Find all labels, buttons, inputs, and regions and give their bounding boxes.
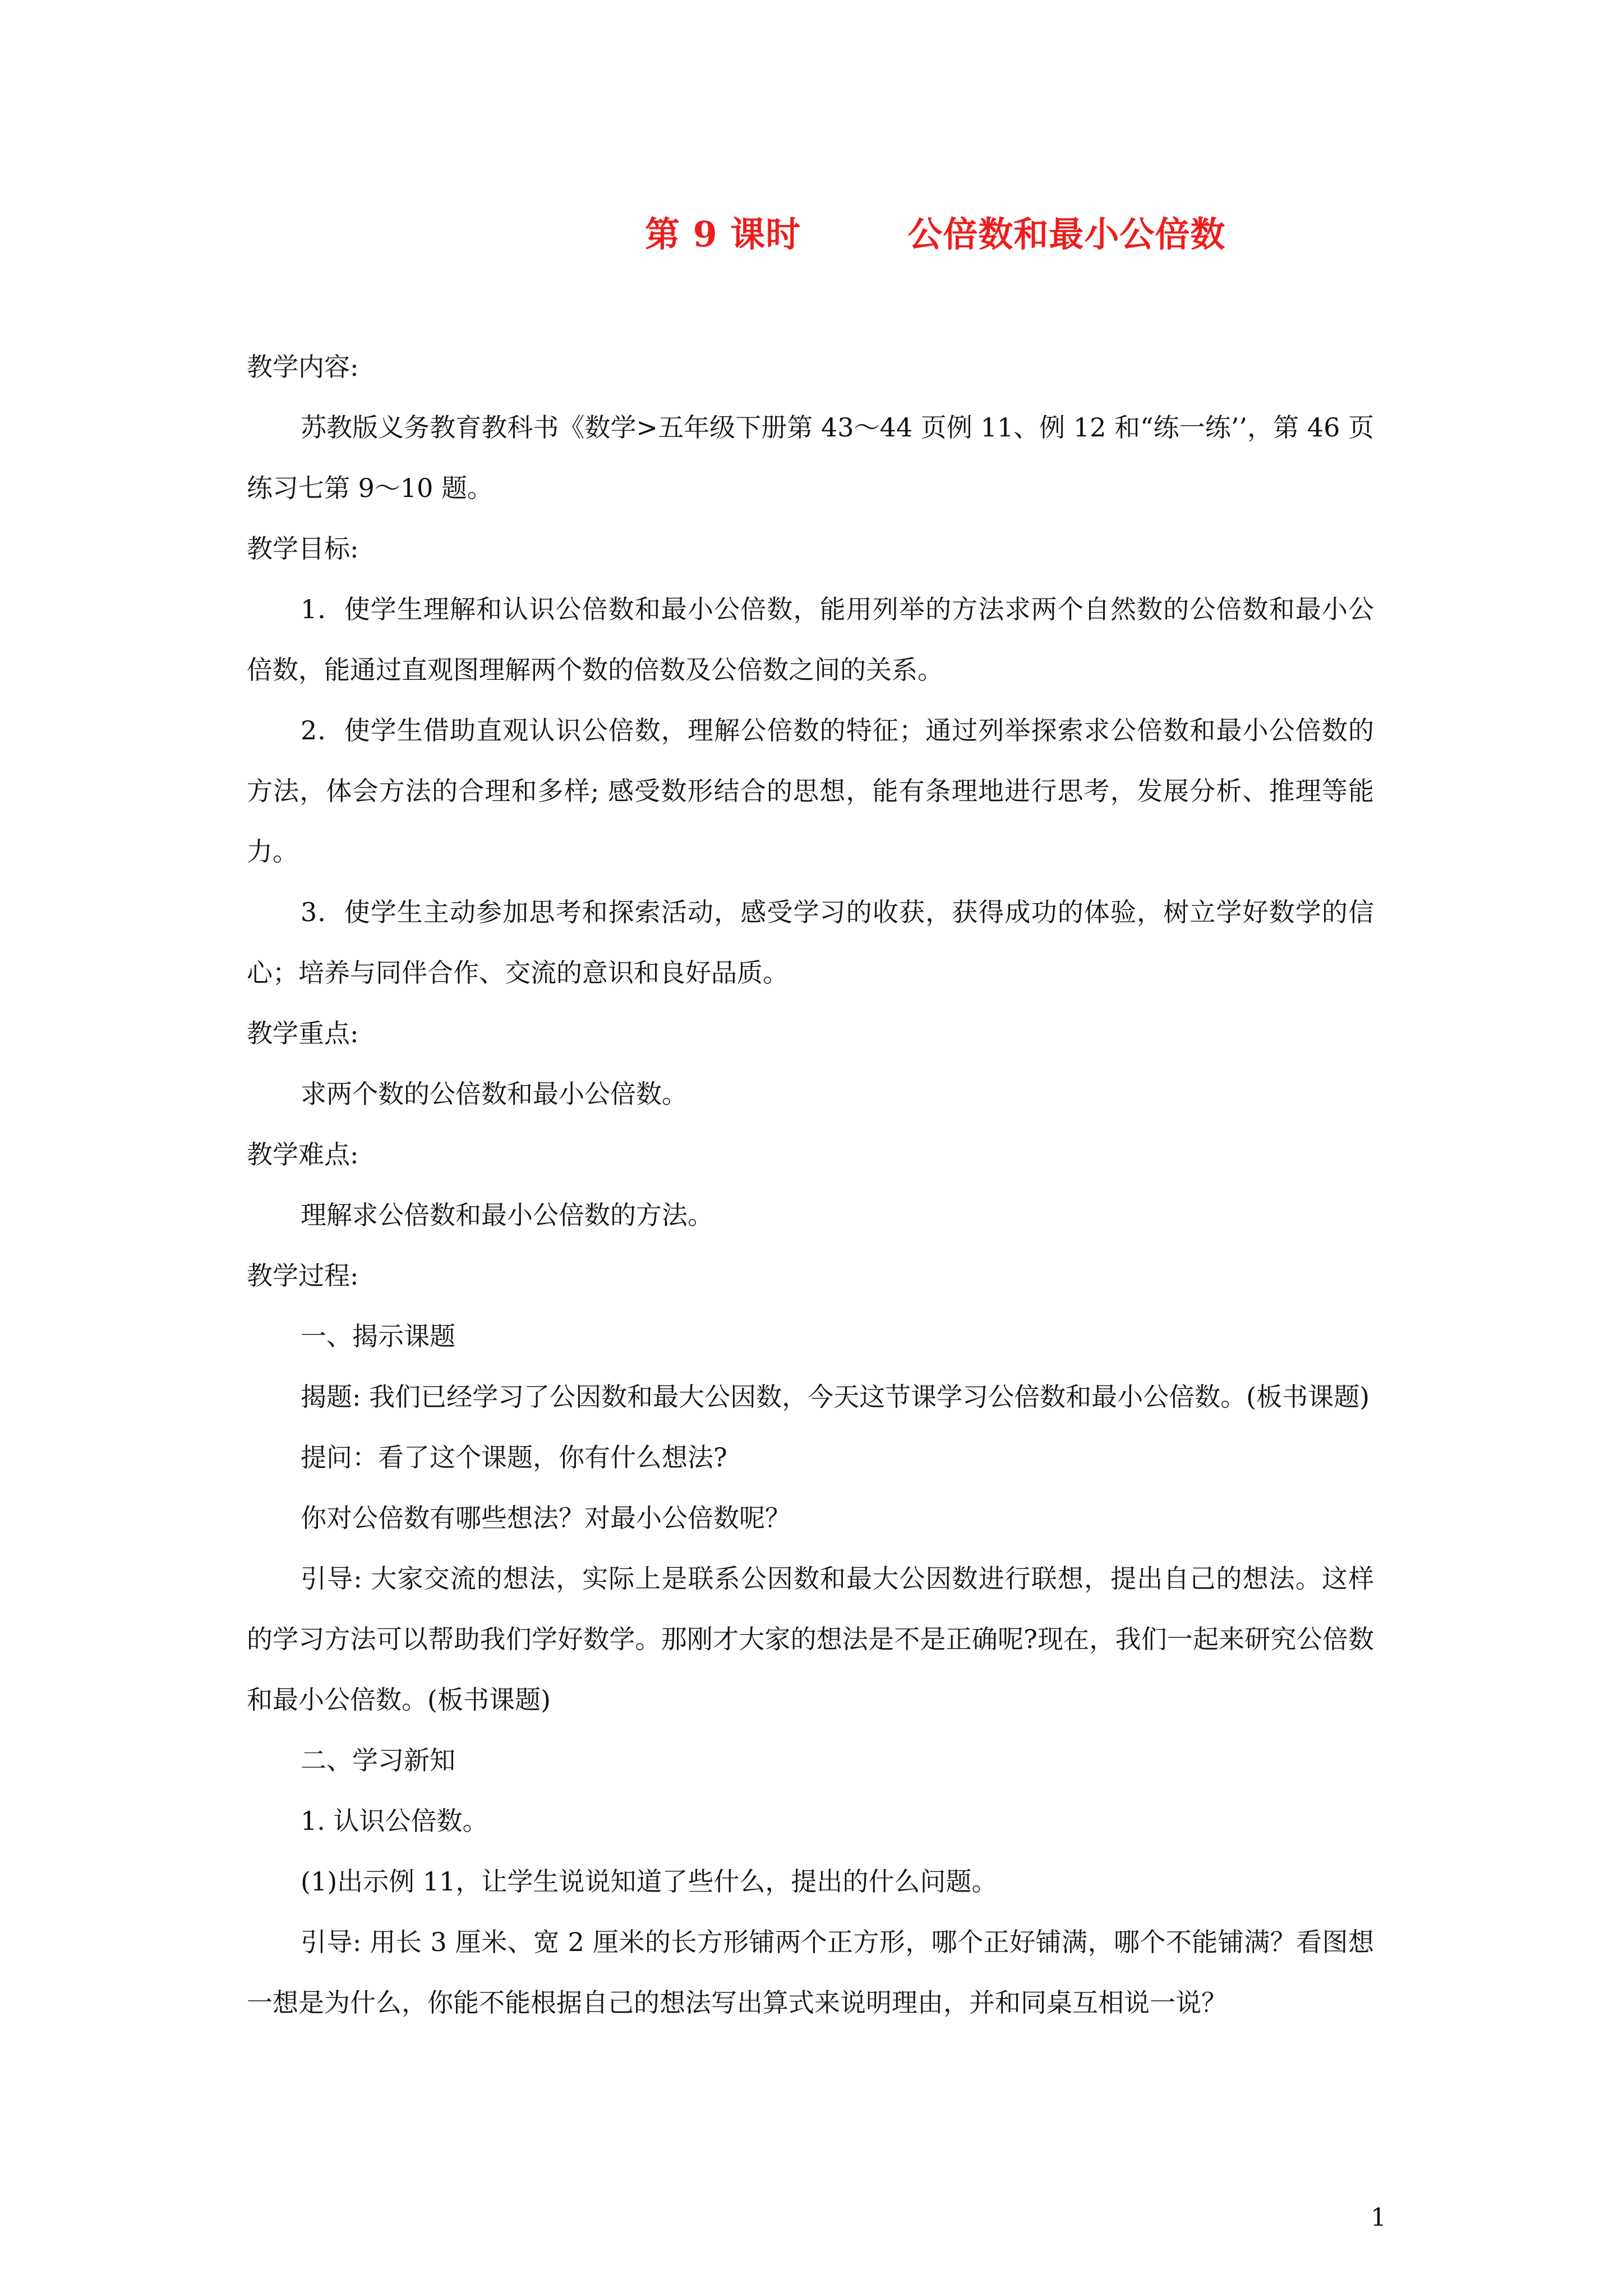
focus-text: 求两个数的公倍数和最小公倍数。 — [301, 1079, 688, 1109]
goal-3: 3．使学生主动参加思考和探索活动，感受学习的收获，获得成功的体验，树立学好数学的信心；培养与同伴合作、交流的意识和良好品质。 — [247, 897, 1374, 988]
step-1-title: 一、揭示课题 — [301, 1321, 455, 1351]
content-heading: 教学内容: — [247, 352, 359, 382]
lesson-topic: 公倍数和最小公倍数 — [907, 214, 1226, 255]
goal-1: 1．使学生理解和认识公倍数和最小公倍数，能用列举的方法求两个自然数的公倍数和最小公倍数，能通过直观图理解两个数的倍数及公倍数之间的关系。 — [247, 594, 1374, 685]
focus-heading: 教学重点: — [247, 1018, 359, 1048]
goal-2: 2．使学生借助直观认识公倍数，理解公倍数的特征；通过列举探索求公倍数和最小公倍数的方法，体会方法的合理和多样; 感受数形结合的思想，能有条理地进行思考，发展分析、推理等能力。 — [247, 715, 1374, 867]
document-body — [247, 337, 1374, 2033]
step-1-guide: 引导: 大家交流的想法，实际上是联系公因数和最大公因数进行联想，提出自己的想法。这样的学习方法可以帮助我们学好数学。那刚才大家的想法是不是正确呢?现在，我们一起来研究公倍数和最小公倍数。(板书课题) — [247, 1563, 1374, 1715]
step-1-ask-2: 你对公倍数有哪些想法？对最小公倍数呢？ — [301, 1503, 791, 1533]
step-2-item-1a: (1)出示例 11，让学生说说知道了些什么，提出的什么问题。 — [301, 1866, 998, 1897]
lesson-number: 第 9 课时 — [645, 214, 801, 255]
difficulty-heading: 教学难点: — [247, 1139, 359, 1170]
difficulty-text: 理解求公倍数和最小公倍数的方法。 — [301, 1200, 713, 1230]
step-2-guide: 引导: 用长 3 厘米、宽 2 厘米的长方形铺两个正方形，哪个正好铺满，哪个不能铺满？看图想一想是为什么，你能不能根据自己的想法写出算式来说明理由，并和同桌互相说一说？ — [247, 1927, 1374, 2018]
content-text: 苏教版义务教育教科书《数学>五年级下册第 43～44 页例 11、例 12 和“练一练’’，第 46 页练习七第 9～10 题。 — [247, 412, 1374, 503]
step-2-title: 二、学习新知 — [301, 1745, 455, 1775]
step-1-ask: 提问：看了这个课题，你有什么想法? — [301, 1442, 727, 1473]
page-number: 1 — [1371, 2203, 1386, 2232]
step-1-reveal: 揭题: 我们已经学习了公因数和最大公因数，今天这节课学习公倍数和最小公倍数。(板书课题) — [301, 1382, 1370, 1412]
page-title — [645, 206, 1225, 256]
process-heading: 教学过程: — [247, 1260, 359, 1291]
goals-heading: 教学目标: — [247, 533, 359, 564]
step-2-item-1: 1. 认识公倍数。 — [301, 1806, 488, 1836]
